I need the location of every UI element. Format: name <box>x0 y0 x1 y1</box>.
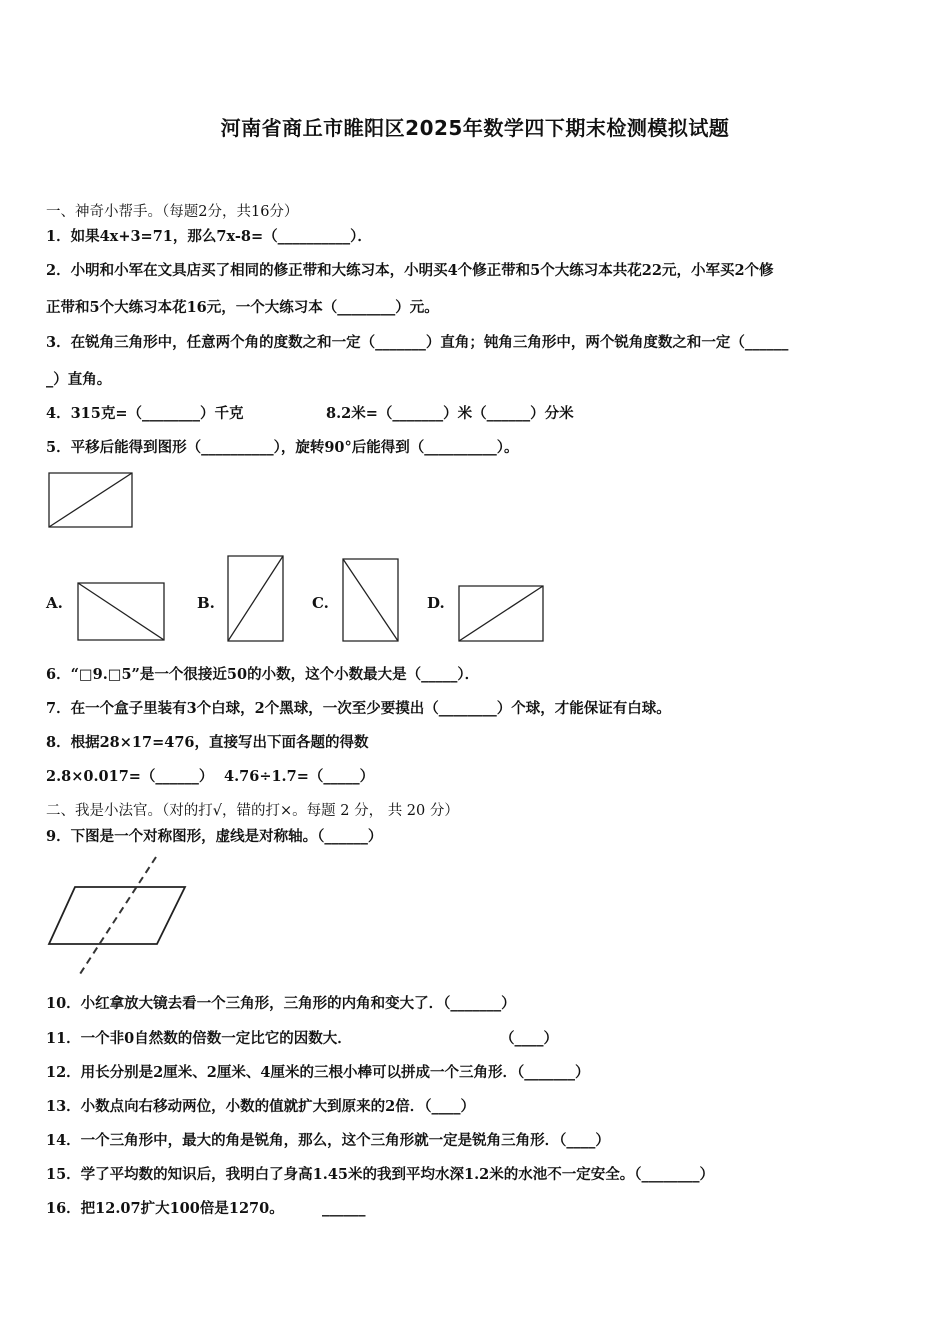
question-15: 15．学了平均数的知识后，我明白了身高1.45米的我到平均水深1.2米的水池不一定安全。（________） <box>46 1166 714 1183</box>
question-14: 14．一个三角形中，最大的角是锐角，那么，这个三角形就一定是锐角三角形．（____） <box>46 1132 610 1149</box>
question-4-part2: 8.2米=（_______）米（______）分米 <box>326 405 574 422</box>
question-2-line1: 2．小明和小军在文具店买了相同的修正带和大练习本，小明买4个修正带和5个大练习本共花22元，小军买2个修 <box>46 262 774 279</box>
q5-option-a-label: A. <box>46 594 63 612</box>
q5-original-figure <box>48 472 134 529</box>
question-10: 10．小红拿放大镜去看一个三角形，三角形的内角和变大了．（_______） <box>46 995 516 1012</box>
question-12: 12．用长分别是2厘米、2厘米、4厘米的三根小棒可以拼成一个三角形．（_______） <box>46 1064 590 1081</box>
section1-heading: 一、神奇小帮手。（每题2分，共16分） <box>46 204 299 220</box>
q5-option-c-label: C. <box>312 594 329 612</box>
question-2-line2: 正带和5个大练习本花16元，一个大练习本（________）元。 <box>46 299 439 316</box>
q9-parallelogram <box>49 887 185 944</box>
question-8: 8．根据28×17=476，直接写出下面各题的得数 <box>46 734 369 751</box>
question-6: 6．“□9.□5”是一个很接近50的小数，这个小数最大是（_____）． <box>46 666 480 683</box>
q5-option-a-diagonal <box>78 583 164 640</box>
question-16: 16．把12.07扩大100倍是1270。 <box>46 1200 284 1217</box>
q5-option-c-diagonal <box>343 559 398 641</box>
question-8-part1: 2.8×0.017=（______） <box>46 768 214 785</box>
q5-option-a-figure <box>77 582 166 642</box>
question-8-part2: 4.76÷1.7=（_____） <box>224 768 375 785</box>
q5-option-d-figure <box>458 585 545 643</box>
question-16-blank: ______ <box>322 1200 366 1217</box>
question-7: 7．在一个盒子里装有3个白球，2个黑球，一次至少要摸出（________）个球，才能保证有白球。 <box>46 700 671 717</box>
section2-heading: 二、我是小法官。（对的打√，错的打×。每题 2 分， 共 20 分） <box>46 803 459 819</box>
q5-option-c-figure <box>342 558 400 643</box>
q5-option-b-figure <box>227 555 285 643</box>
question-13: 13．小数点向右移动两位，小数的值就扩大到原来的2倍．（____） <box>46 1098 476 1115</box>
q9-symmetry-figure <box>46 855 188 977</box>
question-11-blank: （____） <box>500 1030 558 1047</box>
question-3-line2: _）直角。 <box>46 371 112 388</box>
q5-option-d-label: D. <box>427 594 445 612</box>
q5-option-b-diagonal <box>228 556 283 641</box>
question-9: 9．下图是一个对称图形，虚线是对称轴。（______） <box>46 828 383 845</box>
q5-option-b-label: B. <box>197 594 215 612</box>
question-4-part1: 4．315克=（________）千克 <box>46 405 244 422</box>
question-1: 1．如果4x+3=71，那么7x-8=（__________）． <box>46 228 372 245</box>
q5-option-d-diagonal <box>459 586 543 641</box>
question-3-line1: 3．在锐角三角形中，任意两个角的度数之和一定（_______）直角；钝角三角形中，两个锐角度数之和一定（______ <box>46 334 789 351</box>
question-11: 11．一个非0自然数的倍数一定比它的因数大． <box>46 1030 352 1047</box>
q5-original-diagonal <box>49 473 132 527</box>
page-title: 河南省商丘市睢阳区2025年数学四下期末检测模拟试题 <box>220 116 730 140</box>
question-5: 5．平移后能得到图形（__________），旋转90°后能得到（__________）。 <box>46 439 519 456</box>
q9-symmetry-axis <box>80 857 156 974</box>
